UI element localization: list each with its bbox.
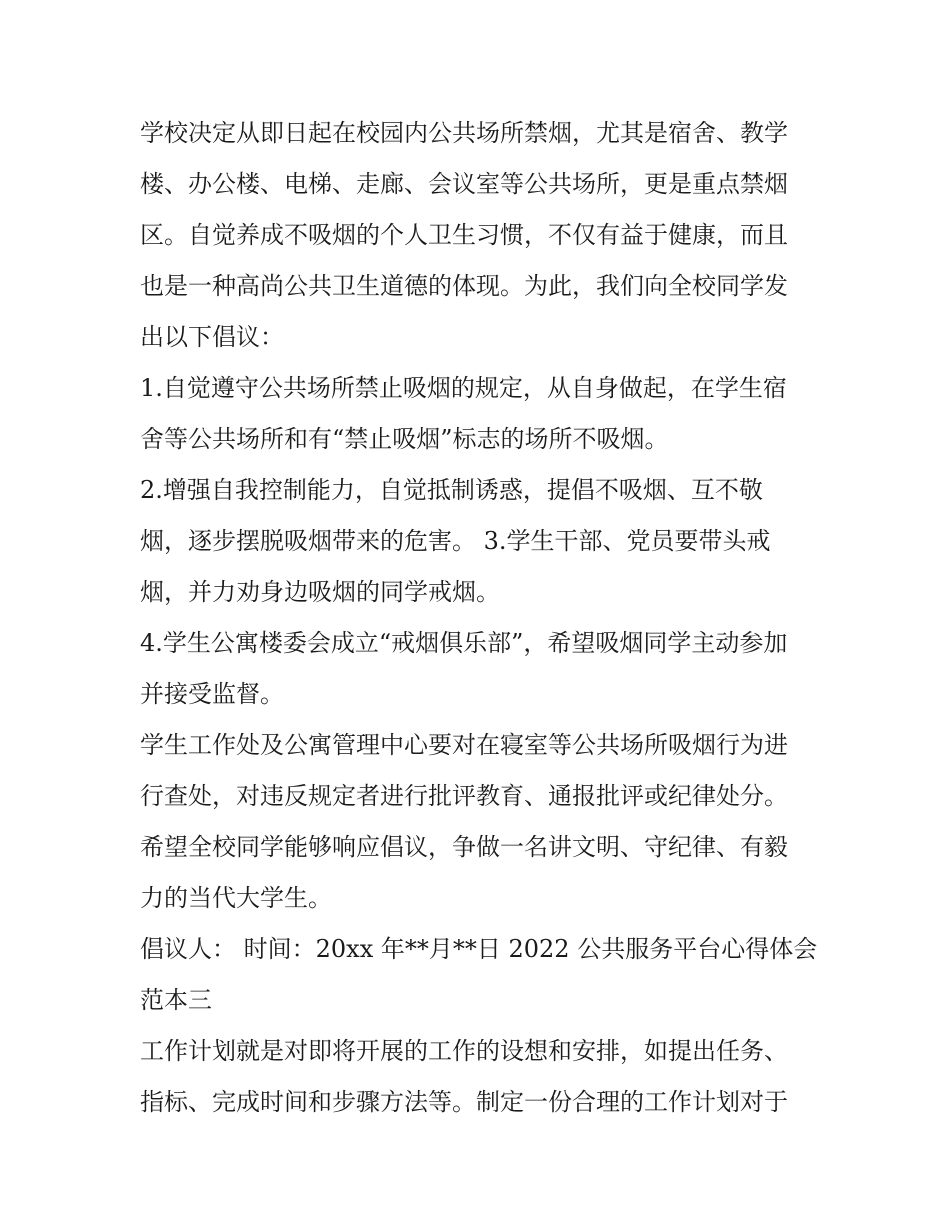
document-body (140, 108, 820, 1128)
text-line: 倡议人： 时间：20xx 年**月**日 2022 公共服务平台心得体会 (140, 935, 818, 963)
text-line: 也是一种高尚公共卫生道德的体现。为此，我们向全校同学发 (140, 272, 788, 300)
text-line: 楼、办公楼、电梯、走廊、会议室等公共场所，更是重点禁烟 (140, 170, 788, 198)
text-line: 4.学生公寓楼委会成立“戒烟俱乐部”，希望吸烟同学主动参加 (140, 629, 788, 657)
text-line: 2.增强自我控制能力，自觉抵制诱惑，提倡不吸烟、互不敬 (140, 476, 763, 504)
text-line: 学生工作处及公寓管理中心要对在寝室等公共场所吸烟行为进 (140, 731, 788, 759)
text-line: 烟，并力劝身边吸烟的同学戒烟。 (140, 578, 500, 606)
text-line: 工作计划就是对即将开展的工作的设想和安排，如提出任务、 (140, 1037, 788, 1065)
text-line: 出以下倡议： (140, 323, 284, 351)
text-line: 舍等公共场所和有“禁止吸烟”标志的场所不吸烟。 (140, 425, 669, 453)
text-line: 力的当代大学生。 (140, 884, 332, 912)
text-line: 1.自觉遵守公共场所禁止吸烟的规定，从自身做起，在学生宿 (140, 374, 787, 402)
text-line: 行查处，对违反规定者进行批评教育、通报批评或纪律处分。 (140, 782, 788, 810)
text-line: 烟，逐步摆脱吸烟带来的危害。 3.学生干部、党员要带头戒 (140, 527, 771, 555)
text-line: 学校决定从即日起在校园内公共场所禁烟，尤其是宿舍、教学 (140, 119, 788, 147)
text-line: 区。自觉养成不吸烟的个人卫生习惯，不仅有益于健康，而且 (140, 221, 788, 249)
text-line: 并接受监督。 (140, 680, 284, 708)
text-line: 希望全校同学能够响应倡议，争做一名讲文明、守纪律、有毅 (140, 833, 788, 861)
text-line: 范本三 (140, 986, 212, 1014)
text-line: 指标、完成时间和步骤方法等。制定一份合理的工作计划对于 (140, 1088, 788, 1116)
